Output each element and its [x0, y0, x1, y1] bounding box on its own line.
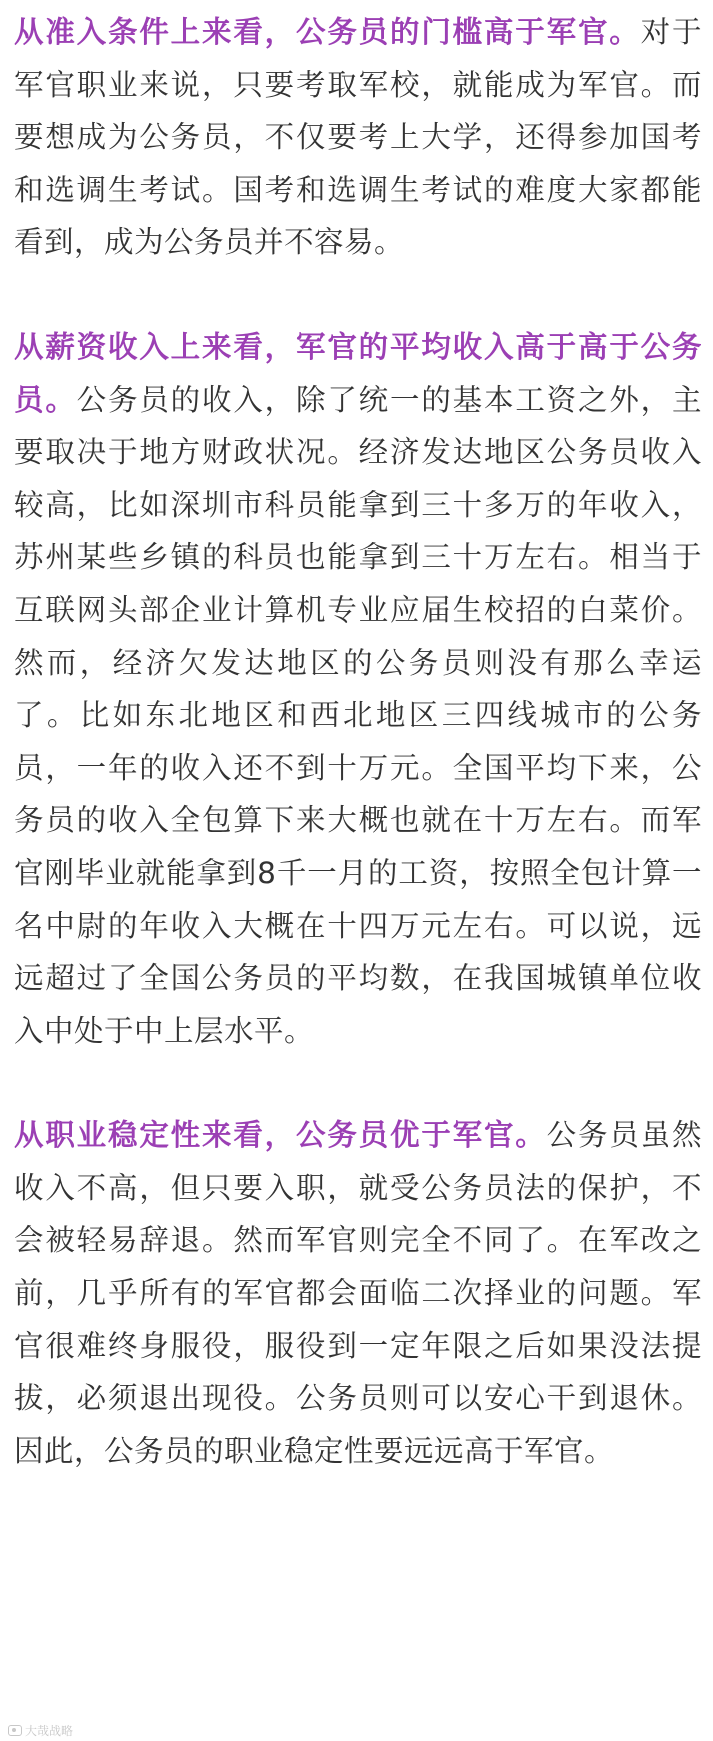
- paragraph-text: 对于军官职业来说，只要考取军校，就能成为军官。而要想成为公务员，不仅要考上大学，还得参加国考和选调生考试。国考和选调生考试的难度大家都能看到，成为公务员并不容易。: [14, 15, 702, 260]
- camera-icon: [8, 1725, 22, 1736]
- paragraph-heading: 从准入条件上来看，公务员的门槛高于军官。: [14, 15, 641, 49]
- paragraph-heading: 从薪资收入上来看，军官的平均收入高于高于公务员。: [14, 329, 702, 417]
- paragraph-heading: 从职业稳定性来看，公务员优于军官。: [14, 1118, 547, 1153]
- paragraph-text: 公务员虽然收入不高，但只要入职，就受公务员法的保护，不会被轻易辞退。然而军官则完全不同了。在军改之前，几乎所有的军官都会面临二次择业的问题。军官很难终身服役，服役到一定年限之后如果没法提拔，必须退出现役。公务员则可以安心干到退休。因此，公务员的职业稳定性要远远高于军官。: [14, 1118, 702, 1468]
- watermark-text: 大哉战略: [25, 1724, 74, 1738]
- watermark: [8, 1722, 73, 1739]
- article-body: [14, 6, 702, 1477]
- paragraph-text: 公务员的收入，除了统一的基本工资之外，主要取决于地方财政状况。经济发达地区公务员收入较高，比如深圳市科员能拿到三十多万的年收入，苏州某些乡镇的科员也能拿到三十万左右。相当于互联网头部企业计算机专业应届生校招的白菜价。然而，经济欠发达地区的公务员则没有那么幸运了。比如东北地区和西北地区三四线城市的公务员，一年的收入还不到十万元。全国平均下来，公务员的收入全包算下来大概也就在十万左右。而军官刚毕业就能拿到8千一月的工资，按照全包计算一名中尉的年收入大概在十四万元左右。可以说，远远超过了全国公务员的平均数，在我国城镇单位收入中处于中上层水平。: [14, 382, 702, 1048]
- paragraph-career-stability: [14, 1109, 702, 1477]
- paragraph-entry-requirements: [14, 6, 702, 269]
- paragraph-salary-income: [14, 321, 702, 1057]
